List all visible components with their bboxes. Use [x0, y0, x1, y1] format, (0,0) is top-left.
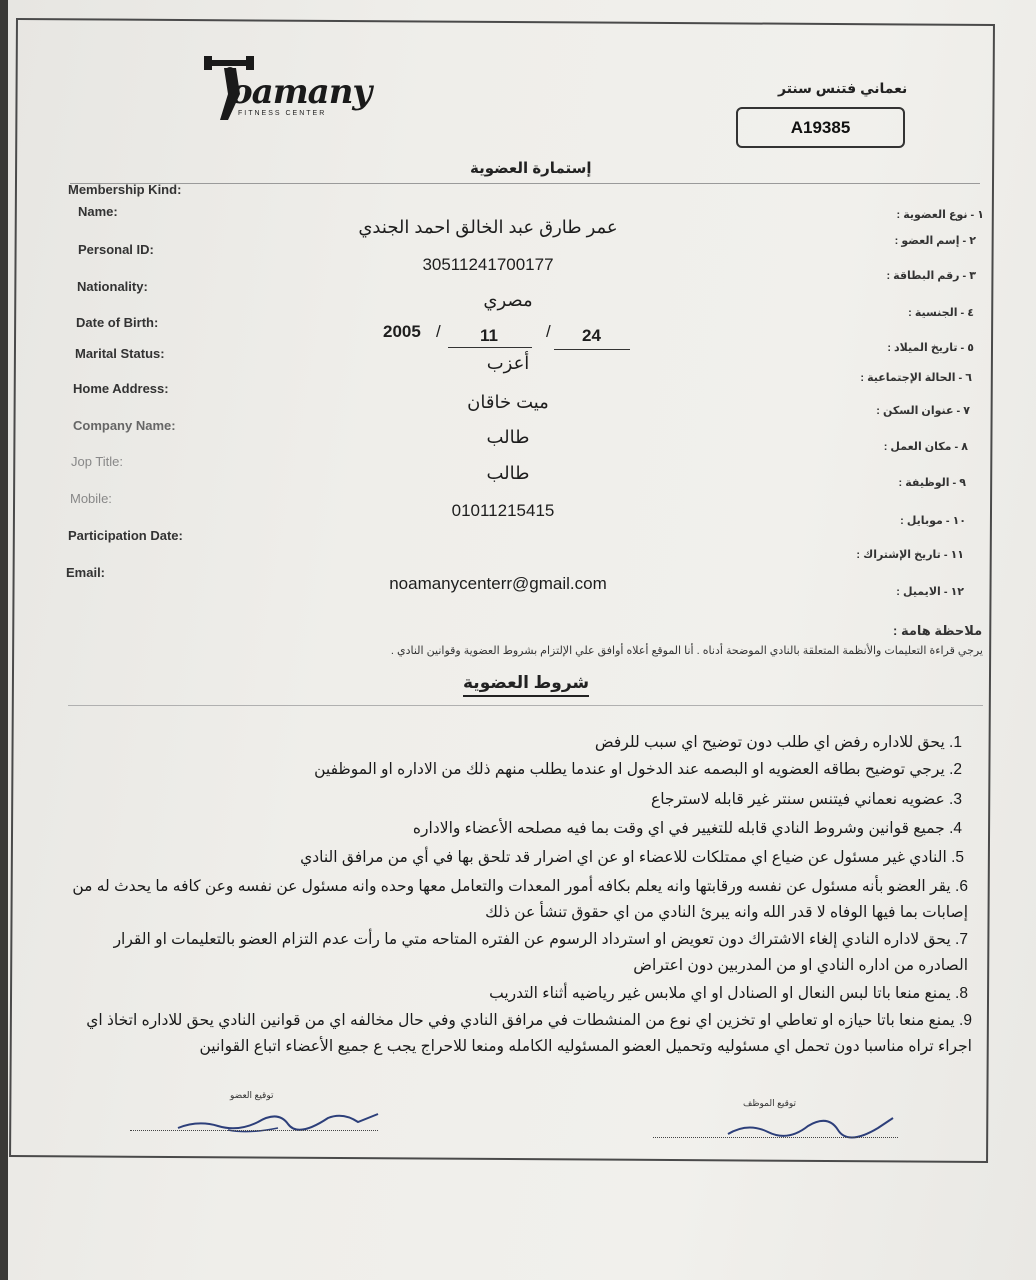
logo-wordmark: oamany [230, 72, 372, 112]
label-job-title: Jop Title: [71, 454, 124, 469]
label-marital-status-ar: ٦ - الحالة الإجتماعية : [860, 372, 972, 384]
term-item: 8. يمنع منعا باتا لبس النعال او الصنادل او اي ملابس غير رياضيه أثناء التدريب [489, 985, 968, 1002]
label-email: Email: [66, 565, 106, 580]
label-nationality: Nationality: [77, 279, 148, 294]
title-divider [70, 183, 980, 184]
employee-signature-label: توقيع الموظف [743, 1098, 797, 1108]
term-item: 9. يمنع منعا باتا حيازه او تعاطي او تخزين اي نوع من المنشطات في مرافق النادي وفي حال مخالفه اي من قوانين النادي يحق للاداره اتخاذ اي اجراء تراه مناسبا دون تحمل اي مسئوليه وتحميل العضو المسئوليه الكامله ومنعا للاحراج يجب ع جميع الأعضاء اتباع القوانين [86, 1012, 972, 1055]
value-nationality: مصري [483, 290, 533, 310]
term-item: 6. يقر العضو بأنه مسئول عن نفسه ورقابتها وانه يعلم بكافه أمور المعدات والتعامل معها وحده وانه مسئول عن نفسه وعن كافه ما يحدث له من إصابات بما فيها الوفاه لا قدر الله وانه يبرئ النادي من اي حقوق تنشأ عن ذلك [72, 878, 968, 921]
terms-title: شروط العضوية [463, 673, 589, 697]
value-date-of-birth [378, 320, 638, 350]
terms-divider [68, 705, 983, 706]
club-logo [198, 52, 372, 132]
label-date-of-birth: Date of Birth: [76, 315, 159, 330]
employee-signature-icon [718, 1108, 898, 1144]
member-signature-label: توقيع العضو [230, 1090, 274, 1100]
term-item: 3. عضويه نعماني فيتنس سنتر غير قابله لاسترجاع [650, 791, 962, 808]
value-personal-id: 30511241700177 [422, 255, 554, 274]
form-sheet [8, 0, 1036, 1280]
dob-month-line [448, 347, 532, 348]
term-item: 4. جميع قوانين وشروط النادي قابله للتغيير في اي وقت بما فيه مصلحه الأعضاء والاداره [412, 820, 962, 837]
label-nationality-ar: ٤ - الجنسية : [908, 307, 974, 319]
label-membership-kind-ar: ١ - نوع العضوية : [896, 209, 984, 221]
term-item: 5. النادي غير مسئول عن ضياع اي ممتلكات للاعضاء او عن اي اضرار قد تلحق بها في أي من مرافق النادي [300, 849, 964, 866]
term-item: 2. يرجي توضيح بطاقه العضويه او البصمه عند الدخول او عندما يطلب منهم ذلك من الاداره او الموظفين [314, 761, 962, 778]
value-marital-status: أعزب [486, 353, 530, 373]
dob-year: 2005 [383, 322, 421, 341]
dob-day-line [554, 349, 630, 350]
value-mobile: 01011215415 [451, 501, 555, 520]
label-participation-date: Participation Date: [68, 528, 183, 543]
term-item: 7. يحق لاداره النادي إلغاء الاشتراك دون تعويض او استرداد الرسوم عن الفتره المتاحه متي ما رأت عدم التزام العضو بالتعليمات او القرار الصادره من اداره النادي او من المدربين دون اعتراض [113, 931, 968, 974]
dob-day: 24 [582, 326, 601, 345]
label-personal-id-ar: ٣ - رقم البطاقة : [886, 270, 976, 282]
label-date-of-birth-ar: ٥ - تاريخ الميلاد : [887, 342, 974, 354]
brand-name-arabic: نعماني فتنس سنتر [778, 80, 908, 96]
employee-signature-line [653, 1137, 898, 1138]
value-home-address: ميت خاقان [467, 392, 549, 412]
label-mobile: Mobile: [70, 491, 112, 506]
logo-subtitle: FITNESS CENTER [238, 110, 327, 117]
serial-number: A19385 [736, 107, 905, 148]
label-marital-status: Marital Status: [75, 346, 165, 361]
label-mobile-ar: ١٠ - موبايل : [900, 515, 966, 527]
label-name: Name: [78, 204, 118, 219]
dob-separator: / [436, 322, 441, 341]
label-personal-id: Personal ID: [78, 242, 154, 257]
label-company-name-ar: ٨ - مكان العمل : [883, 441, 968, 453]
note-text: يرجي قراءة التعليمات والأنظمة المتعلقة بالنادي الموضحة أدناه . أنا الموقع أعلاه أوافق علي الإلتزام بشروط العضوية وقوانين النادي . [390, 645, 983, 657]
value-email: noamanycenterr@gmail.com [389, 574, 607, 593]
label-home-address: Home Address: [73, 381, 169, 396]
value-job-title: طالب [486, 463, 530, 483]
label-home-address-ar: ٧ - عنوان السكن : [876, 405, 970, 417]
value-name: عمر طارق عبد الخالق احمد الجندي [358, 217, 618, 237]
note-title: ملاحظة هامة : [893, 623, 983, 638]
value-company-name: طالب [486, 427, 530, 447]
member-signature-line [130, 1130, 378, 1131]
form-title: إستمارة العضوية [470, 160, 592, 177]
dob-separator: / [546, 322, 551, 341]
label-participation-date-ar: ١١ - تاريخ الإشتراك : [856, 549, 964, 561]
label-email-ar: ١٢ - الايميل : [896, 586, 964, 598]
dob-month: 11 [480, 326, 498, 345]
label-name-ar: ٢ - إسم العضو : [894, 235, 976, 247]
label-membership-kind: Membership Kind: [68, 182, 182, 197]
term-item: 1. يحق للاداره رفض اي طلب دون توضيح اي سبب للرفض [594, 734, 962, 751]
label-job-title-ar: ٩ - الوظيفة : [898, 477, 966, 489]
member-signature-icon [168, 1100, 388, 1140]
label-company-name: Company Name: [73, 418, 176, 433]
